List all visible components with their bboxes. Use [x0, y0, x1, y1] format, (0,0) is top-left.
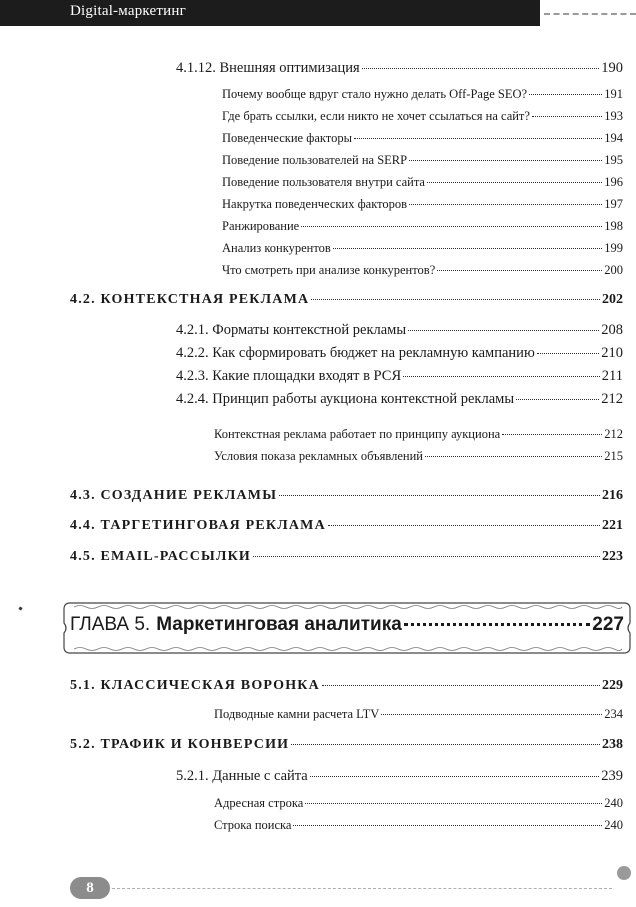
toc-entry-title: 4.2.4. Принцип работы аукциона контекстной рекламы [176, 391, 515, 407]
toc-entry-behavior-cheating[interactable] [222, 197, 623, 212]
toc-entry-title: Накрутка поведенческих факторов [222, 197, 408, 211]
dot-leader [425, 456, 602, 457]
toc-entry-page: 240 [604, 818, 623, 832]
toc-entry-page: 195 [604, 153, 623, 167]
dot-leader [516, 399, 599, 400]
dot-leader [305, 803, 602, 804]
toc-entry-page: 193 [604, 109, 623, 123]
dot-leader [409, 204, 602, 205]
header-dashed-rule [544, 13, 636, 15]
dot-leader [301, 226, 602, 227]
toc-entry-page: 191 [604, 87, 623, 101]
toc-entry-title: Ранжирование [222, 219, 300, 233]
toc-entry-page: 210 [601, 345, 623, 361]
toc-entry-page: 194 [604, 131, 623, 145]
dot-leader [427, 182, 602, 183]
toc-section-title: 4.4. ТАРГЕТИНГОВАЯ РЕКЛАМА [70, 518, 326, 533]
toc-entry-4-1-12[interactable] [176, 60, 623, 77]
toc-entry-title: 4.2.3. Какие площадки входят в РСЯ [176, 368, 402, 384]
toc-section-page: 216 [602, 488, 623, 503]
toc-entry-ad-conditions[interactable] [214, 449, 623, 464]
toc-entry-page: 240 [604, 796, 623, 810]
running-header-bar [0, 0, 540, 26]
toc-entry-offpage[interactable] [222, 87, 623, 102]
dot-leader [310, 776, 600, 777]
toc-section-title: 4.2. КОНТЕКСТНАЯ РЕКЛАМА [70, 292, 310, 307]
dot-leader [437, 270, 602, 271]
chapter-title: Маркетинговая аналитика [156, 614, 402, 635]
toc-section-title: 5.1. КЛАССИЧЕСКАЯ ВОРОНКА [70, 678, 320, 693]
toc-section-title: 4.3. СОЗДАНИЕ РЕКЛАМЫ [70, 488, 278, 503]
toc-entry-onsite-behavior[interactable] [222, 175, 623, 190]
toc-entry-5-2-1[interactable] [176, 768, 623, 785]
toc-entry-4-2-1[interactable] [176, 322, 623, 339]
dot-leader [333, 248, 602, 249]
toc-entry-page: 212 [604, 427, 623, 441]
dot-leader [291, 744, 600, 745]
toc-entry-page: 199 [604, 241, 623, 255]
dot-leader [253, 556, 600, 557]
margin-mark [18, 606, 22, 610]
toc-entry-ranking[interactable] [222, 219, 623, 234]
toc-entry-page: 196 [604, 175, 623, 189]
toc-entry-title: Строка поиска [214, 818, 292, 832]
toc-entry-ltv[interactable] [214, 707, 623, 722]
running-header-title: Digital-маркетинг [70, 3, 186, 19]
toc-entry-page: 190 [601, 60, 623, 76]
dot-leader [529, 94, 602, 95]
dot-leader [404, 623, 591, 626]
toc-entry-title: Подводные камни расчета LTV [214, 707, 380, 721]
dot-leader [293, 825, 602, 826]
chapter-5-box[interactable] [60, 597, 634, 659]
toc-entry-title: Где брать ссылки, если никто не хочет ссылаться на сайт? [222, 109, 530, 123]
dot-leader [502, 434, 602, 435]
toc-entry-4-2-3[interactable] [176, 368, 623, 385]
toc-section-5-2[interactable] [70, 737, 623, 753]
toc-entry-page: 197 [604, 197, 623, 211]
toc-section-title: 5.2. ТРАФИК И КОНВЕРСИИ [70, 737, 290, 752]
toc-entry-title: 4.2.2. Как сформировать бюджет на рекламную кампанию [176, 345, 535, 361]
toc-entry-title: Адресная строка [214, 796, 304, 810]
dot-leader [381, 714, 602, 715]
dot-leader [362, 68, 600, 69]
toc-entry-page: 215 [604, 449, 623, 463]
toc-entry-title: 5.2.1. Данные с сайта [176, 768, 308, 784]
toc-entry-title: Почему вообще вдруг стало нужно делать Off-Page SEO? [222, 87, 528, 101]
toc-section-4-4[interactable] [70, 518, 623, 534]
toc-section-4-3[interactable] [70, 488, 623, 504]
chapter-label: ГЛАВА 5. [70, 614, 151, 635]
chapter-page: 227 [592, 614, 624, 635]
toc-entry-title: 4.2.1. Форматы контекстной рекламы [176, 322, 407, 338]
toc-entry-address-bar[interactable] [214, 796, 623, 811]
toc-section-page: 238 [602, 737, 623, 752]
toc-entry-page: 239 [601, 768, 623, 784]
toc-entry-title: Поведение пользователей на SERP [222, 153, 408, 167]
toc-entry-title: Поведение пользователя внутри сайта [222, 175, 425, 189]
dot-leader [328, 525, 600, 526]
dot-leader [537, 353, 599, 354]
dot-leader [354, 138, 602, 139]
dot-leader [408, 330, 599, 331]
toc-section-page: 229 [602, 678, 623, 693]
toc-entry-title: 4.1.12. Внешняя оптимизация [176, 60, 360, 76]
toc-section-page: 223 [602, 549, 623, 564]
toc-entry-title: Анализ конкурентов [222, 241, 331, 255]
toc-entry-page: 198 [604, 219, 623, 233]
chapter-5-line [70, 614, 624, 636]
dot-leader [322, 685, 600, 686]
dot-leader [279, 495, 600, 496]
toc-entry-auction[interactable] [214, 427, 623, 442]
toc-section-4-2[interactable] [70, 292, 623, 308]
toc-entry-title: Поведенческие факторы [222, 131, 352, 145]
toc-entry-page: 212 [601, 391, 623, 407]
toc-entry-serp-behavior[interactable] [222, 153, 623, 168]
footer-circle-ornament [617, 866, 631, 880]
dot-leader [532, 116, 602, 117]
footer-dashed-rule [112, 888, 612, 889]
toc-entry-competitor-analysis[interactable] [222, 241, 623, 256]
toc-entry-page: 200 [604, 263, 623, 277]
toc-section-page: 202 [602, 292, 623, 307]
toc-section-page: 221 [602, 518, 623, 533]
dot-leader [409, 160, 602, 161]
toc-entry-search-bar[interactable] [214, 818, 623, 833]
toc-entry-page: 208 [601, 322, 623, 338]
toc-entry-competitor-what[interactable] [222, 263, 623, 278]
toc-entry-page: 234 [604, 707, 623, 721]
toc-entry-title: Что смотреть при анализе конкурентов? [222, 263, 436, 277]
toc-section-4-5[interactable] [70, 549, 623, 565]
toc-entry-title: Контекстная реклама работает по принципу аукциона [214, 427, 501, 441]
toc-entry-page: 211 [601, 368, 623, 384]
dot-leader [403, 376, 600, 377]
toc-section-5-1[interactable] [70, 678, 623, 694]
toc-section-title: 4.5. EMAIL-РАССЫЛКИ [70, 549, 252, 564]
dot-leader [311, 299, 600, 300]
page-number-badge: 8 [70, 877, 110, 899]
toc-entry-4-2-4[interactable] [176, 391, 623, 408]
toc-entry-links[interactable] [222, 109, 623, 124]
toc-entry-title: Условия показа рекламных объявлений [214, 449, 423, 463]
toc-entry-behavioral-factors[interactable] [222, 131, 623, 146]
toc-entry-4-2-2[interactable] [176, 345, 623, 362]
